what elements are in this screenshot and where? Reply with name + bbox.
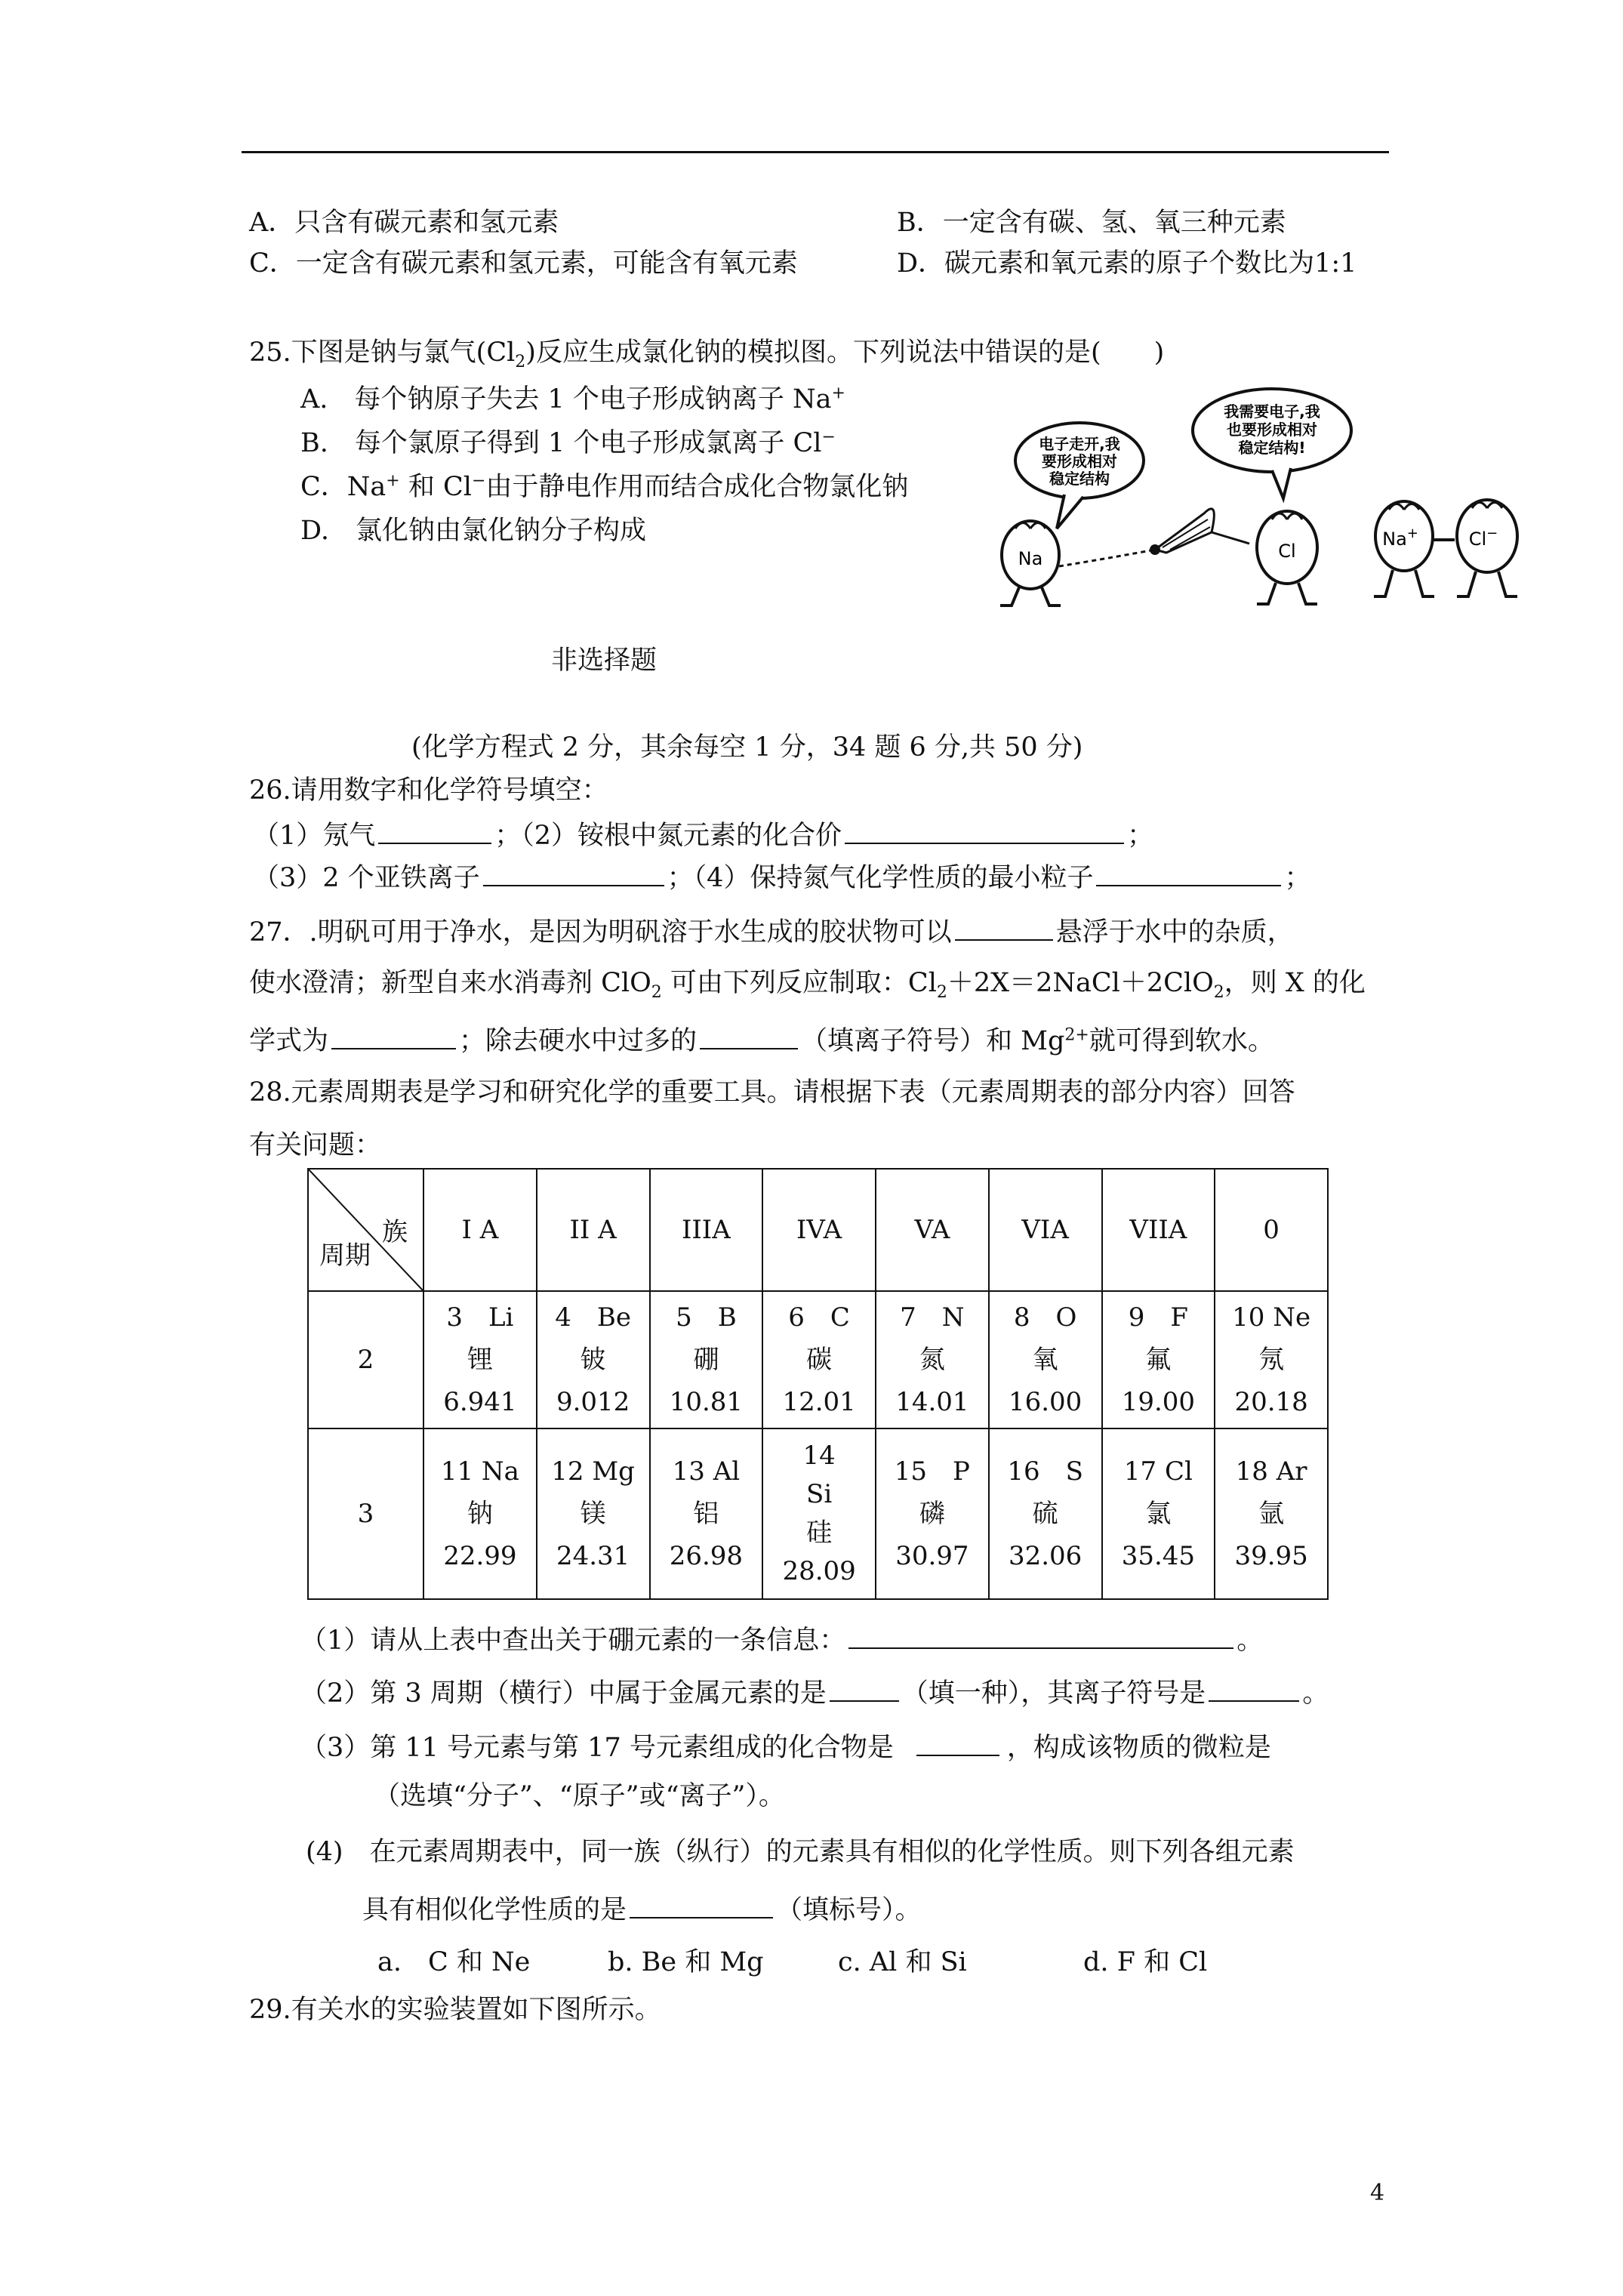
group-header: IIIA — [650, 1169, 763, 1291]
right-speech-bubble — [1193, 389, 1351, 498]
q28-sub-1: （1）请从上表中查出关于硼元素的一条信息： 。 — [300, 1623, 1263, 1654]
element-cell: 6 C 碳 12.01 — [762, 1291, 876, 1428]
svg-text:Na: Na — [1018, 548, 1043, 569]
chlorine-atom-figure — [1257, 511, 1317, 604]
element-cell: 4 Be 铍 9.012 — [537, 1291, 650, 1428]
element-cell: 12 Mg 镁 24.31 — [537, 1428, 650, 1599]
q28-sub-4-line-2: 具有相似化学性质的是 （填标号）。 — [362, 1893, 922, 1924]
svg-text:电子走开,我: 电子走开,我 — [1039, 435, 1120, 453]
element-cell: 7 N 氮 14.01 — [876, 1291, 989, 1428]
q29-stem: 29.有关水的实验装置如下图所示。 — [249, 1995, 661, 2025]
answer-blank[interactable] — [916, 1730, 999, 1756]
q25-option-d: D. 氯化钠由氯化钠分子构成 — [300, 516, 646, 546]
svg-text:要形成相对: 要形成相对 — [1042, 452, 1117, 470]
element-cell: 8 O 氧 16.00 — [989, 1291, 1102, 1428]
q28-sub-2: （2）第 3 周期（横行）中属于金属元素的是 （填一种），其离子符号是 。 — [300, 1676, 1329, 1707]
corner-group-label: 族 — [382, 1217, 408, 1247]
periodic-table — [307, 1168, 1329, 1600]
svg-text:Cl−: Cl− — [1468, 525, 1498, 550]
q24-option-b: B．一定含有碳、氢、氧三种元素 — [897, 208, 1286, 238]
svg-text:也要形成相对: 也要形成相对 — [1227, 421, 1317, 439]
element-cell: 9 F 氟 19.00 — [1102, 1291, 1215, 1428]
q26-line-2: （3）2 个亚铁离子 ；（4）保持氮气化学性质的最小粒子 ； — [253, 861, 1310, 892]
page-number: 4 — [1370, 2180, 1385, 2206]
group-header: I A — [423, 1169, 537, 1291]
answer-blank[interactable] — [1096, 861, 1281, 886]
q26-stem: 26.请用数字和化学符号填空： — [249, 775, 608, 806]
q28-sub-3-line-2: （选填“分子”、“原子”或“离子”）。 — [374, 1781, 785, 1811]
answer-blank[interactable] — [845, 818, 1124, 844]
table-header-row — [308, 1169, 1328, 1291]
element-cell: 14 Si 硅 28.09 — [762, 1428, 876, 1599]
q28-option-a: a. C 和 Ne — [377, 1947, 531, 1977]
element-cell: 18 Ar 氩 39.95 — [1215, 1428, 1328, 1599]
q26-line-1: （1）氖气 ；（2）铵根中氮元素的化合价 ； — [253, 818, 1153, 849]
element-cell: 3 Li 锂 6.941 — [423, 1291, 537, 1428]
period-label: 2 — [308, 1291, 423, 1428]
q28-stem-line-1: 28.元素周期表是学习和研究化学的重要工具。请根据下表（元素周期表的部分内容）回答 — [249, 1077, 1295, 1108]
answer-blank[interactable] — [830, 1676, 899, 1702]
q25-option-a: A. 每个钠原子失去 1 个电子形成钠离子 Na+ — [300, 384, 845, 415]
q25-option-c: C．Na+ 和 Cl−由于静电作用而结合成化合物氯化钠 — [300, 471, 909, 502]
answer-blank[interactable] — [955, 915, 1053, 941]
period-row — [308, 1291, 1328, 1428]
element-cell: 15 P 磷 30.97 — [876, 1428, 989, 1599]
element-cell: 17 Cl 氯 35.45 — [1102, 1428, 1215, 1599]
q27-line-2: 使水澄清；新型自来水消毒剂 ClO$_2$ 可由下列反应制取：$Cl_2+2X=2NaCl+2ClO_2$，则 X 的化 — [249, 968, 1366, 1002]
answer-blank[interactable] — [848, 1623, 1233, 1649]
group-header: IVA — [762, 1169, 876, 1291]
svg-text:Na+: Na+ — [1382, 525, 1418, 550]
group-header: VIA — [989, 1169, 1102, 1291]
element-cell: 16 S 硫 32.06 — [989, 1428, 1102, 1599]
q28-sub-3: （3）第 11 号元素与第 17 号元素组成的化合物是 ，构成该物质的微粒是 — [300, 1730, 1271, 1761]
q28-option-c: c. Al 和 Si — [838, 1947, 967, 1977]
table-corner-cell — [308, 1169, 423, 1291]
q24-option-d: D．碳元素和氧元素的原子个数比为1:1 — [897, 248, 1357, 279]
q28-sub-4: (4) 在元素周期表中，同一族（纵行）的元素具有相似的化学性质。则下列各组元素 — [306, 1837, 1295, 1867]
corner-period-label: 周期 — [319, 1240, 371, 1271]
section-title: 非选择题 — [551, 646, 658, 676]
element-cell: 10 Ne 氖 20.18 — [1215, 1291, 1328, 1428]
q24-option-a: A．只含有碳元素和氢元素 — [249, 208, 559, 238]
q28-option-b: b. Be 和 Mg — [608, 1947, 764, 1977]
q24-option-c: C．一定含有碳元素和氢元素，可能含有氧元素 — [249, 248, 798, 279]
q27-line-1: 27．.明矾可用于净水，是因为明矾溶于水生成的胶状物可以 悬浮于水中的杂质， — [249, 915, 1294, 946]
electron-net — [1150, 509, 1249, 555]
group-header: VA — [876, 1169, 989, 1291]
group-header: II A — [537, 1169, 650, 1291]
svg-text:稳定结构: 稳定结构 — [1049, 470, 1110, 488]
sodium-atom-figure — [1000, 521, 1155, 606]
chloride-ion-figure — [1457, 500, 1517, 596]
q28-stem-line-2: 有关问题： — [249, 1130, 382, 1160]
element-cell: 13 Al 铝 26.98 — [650, 1428, 763, 1599]
svg-text:稳定结构!: 稳定结构! — [1238, 439, 1306, 457]
period-label: 3 — [308, 1428, 423, 1599]
answer-blank[interactable] — [483, 861, 664, 886]
left-speech-bubble — [1015, 423, 1144, 529]
element-cell: 5 B 硼 10.81 — [650, 1291, 763, 1428]
q28-option-d: d. F 和 Cl — [1083, 1947, 1208, 1977]
header-rule — [242, 151, 1389, 153]
section-scoring-note: (化学方程式 2 分，其余每空 1 分，34 题 6 分,共 50 分) — [411, 732, 1083, 763]
period-row — [308, 1428, 1328, 1599]
answer-blank[interactable] — [630, 1893, 773, 1918]
sodium-ion-figure — [1374, 501, 1455, 596]
element-cell: 11 Na 钠 22.99 — [423, 1428, 537, 1599]
svg-text:Cl: Cl — [1278, 541, 1296, 562]
answer-blank[interactable] — [331, 1024, 456, 1049]
group-header: 0 — [1215, 1169, 1328, 1291]
sodium-chlorine-cartoon — [985, 385, 1559, 608]
q27-line-3: 学式为 ；除去硬水中过多的 （填离子符号）和 $Mg^{2+}$就可得到软水。 — [249, 1024, 1274, 1055]
q25-option-b: B. 每个氯原子得到 1 个电子形成氯离子 Cl− — [300, 427, 836, 458]
q25-stem: 25.下图是钠与氯气$(Cl_2)$反应生成氯化钠的模拟图。下列说法中错误的是( ) — [249, 337, 1165, 371]
group-header: VIIA — [1102, 1169, 1215, 1291]
answer-blank[interactable] — [700, 1024, 798, 1049]
answer-blank[interactable] — [1209, 1676, 1299, 1702]
svg-text:我需要电子,我: 我需要电子,我 — [1224, 402, 1320, 421]
answer-blank[interactable] — [378, 818, 491, 844]
